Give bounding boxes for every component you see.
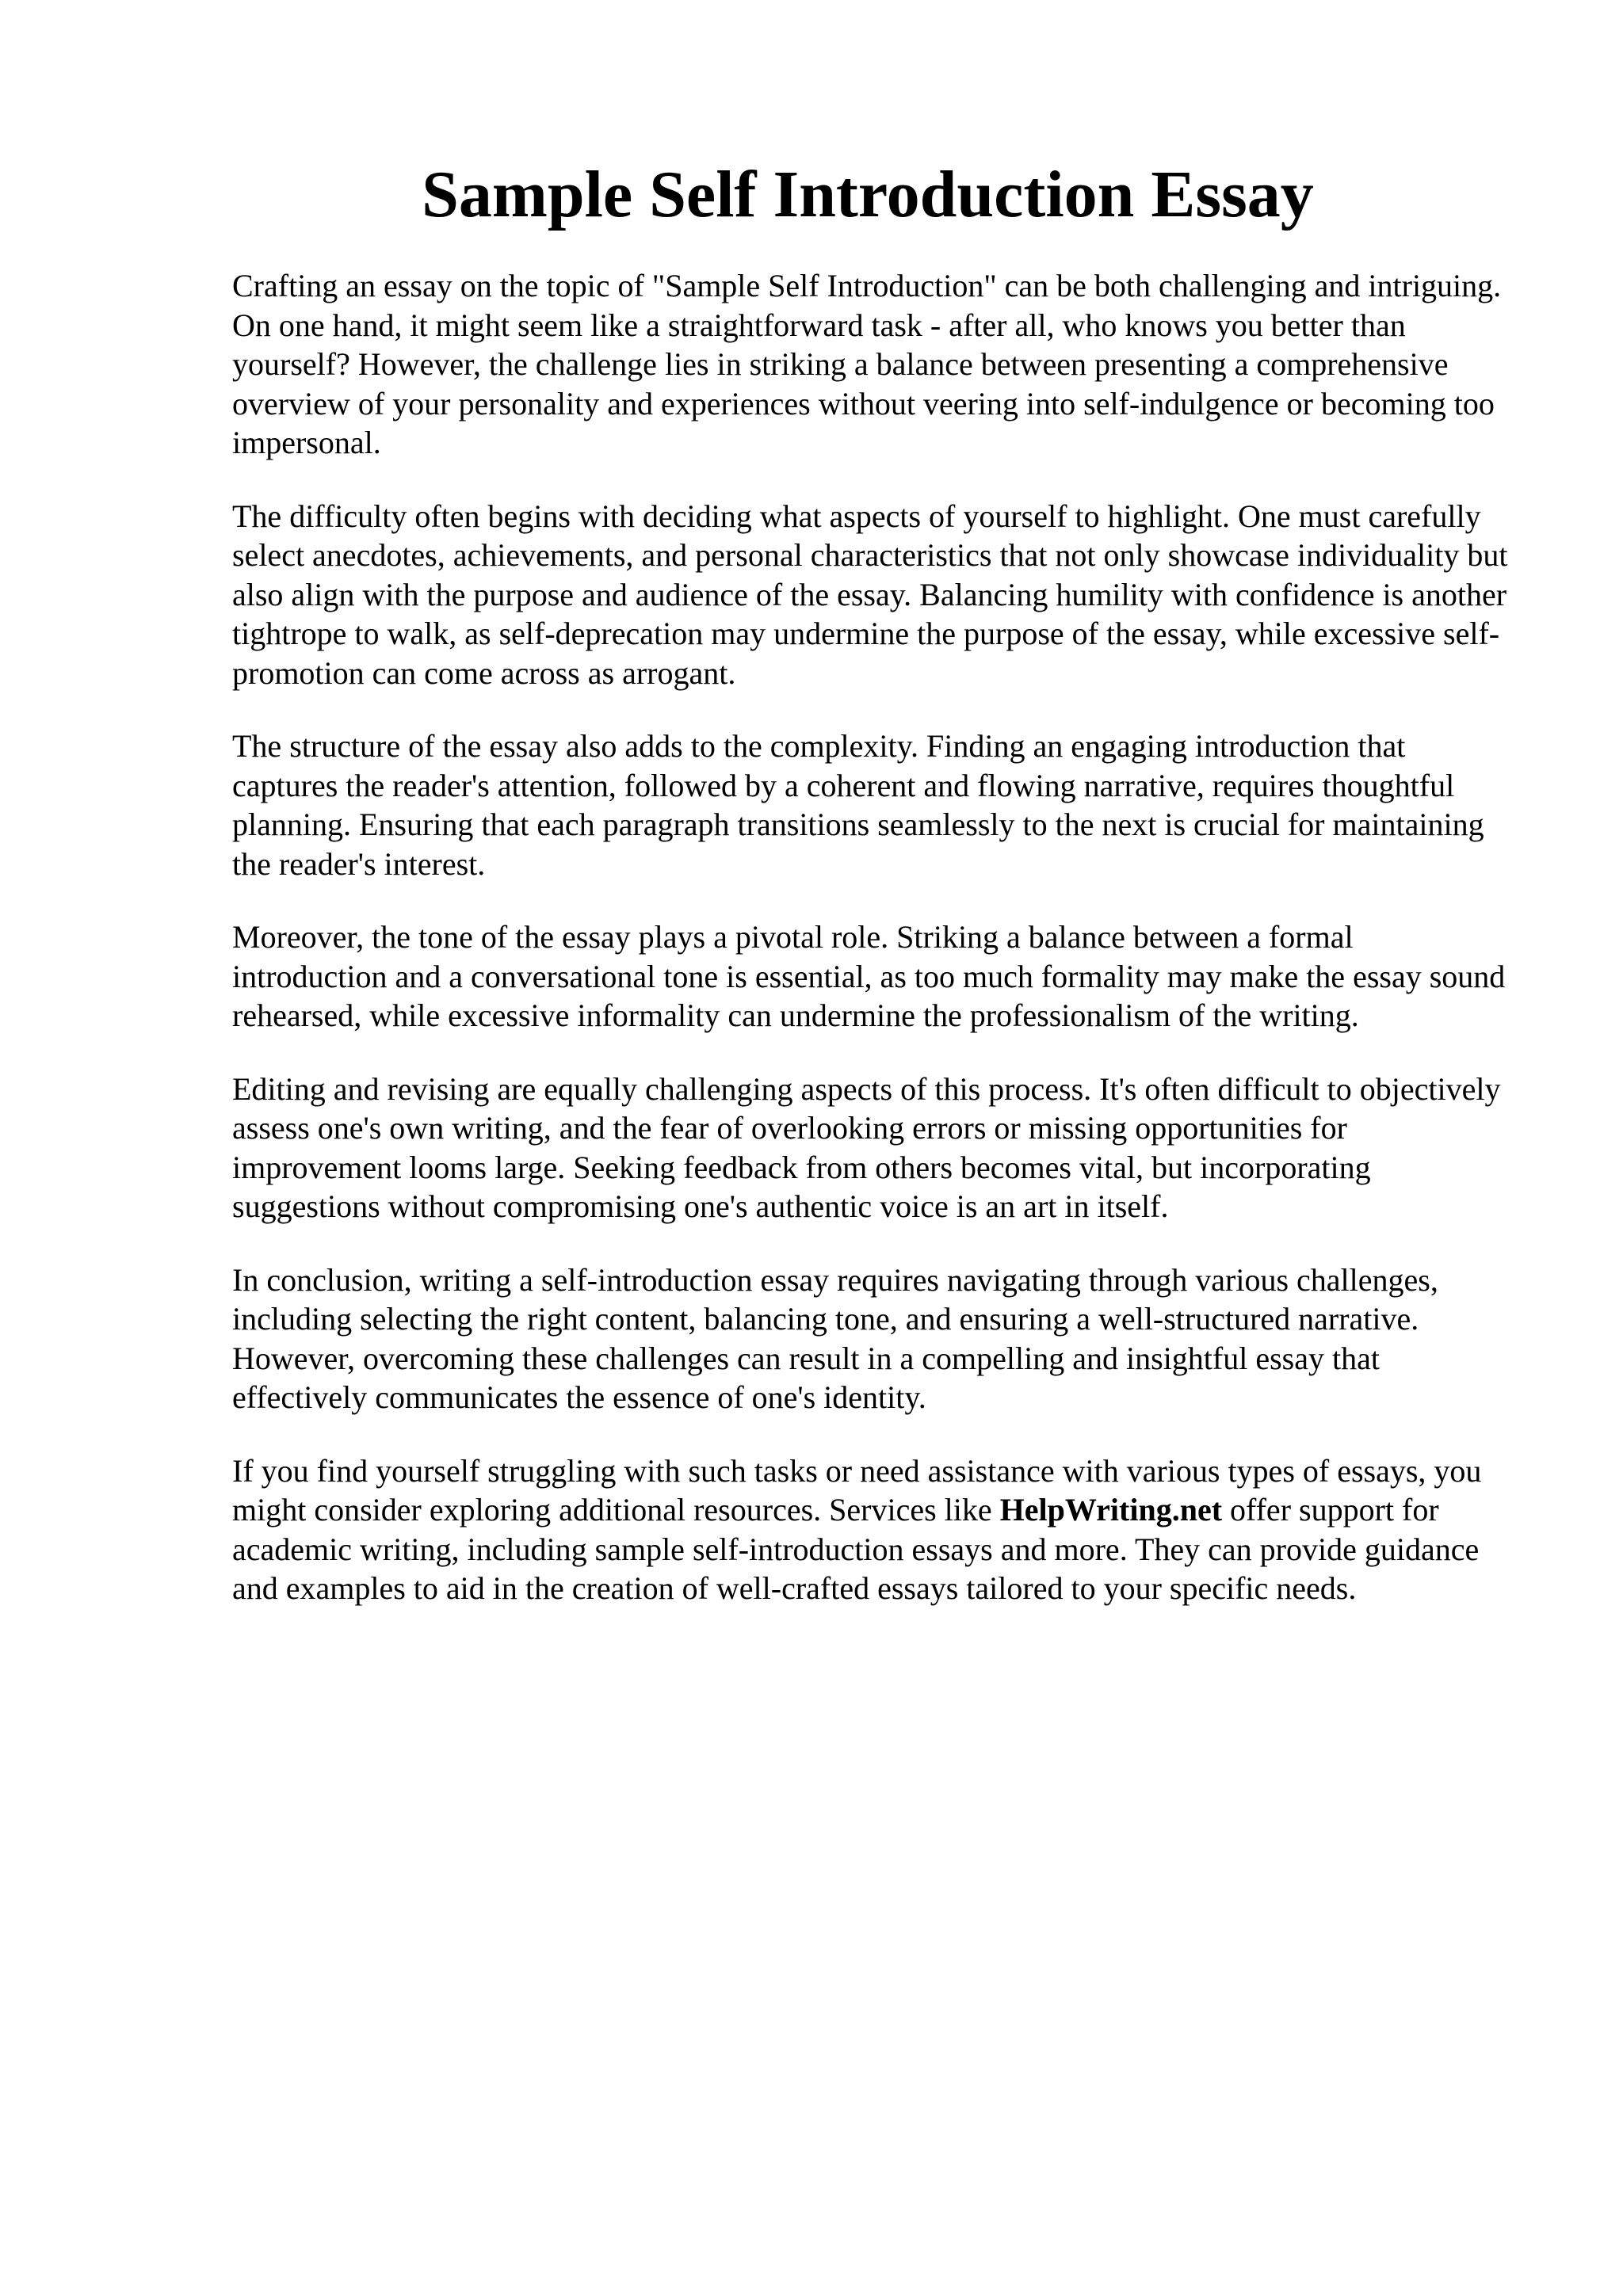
paragraph-2: The difficulty often begins with deciding what aspects of yourself to highlight. One must carefully select anecdotes, achievements, and personal characteristics that not only showcase individuality but also align with the purpose and audience of the essay. Balancing humility with confidence is another tightrope to walk, as self-deprecation may undermine the purpose of the essay, while excessive self-promotion can come across as arrogant. <box>232 498 1508 691</box>
paragraph-closing <box>232 1451 1516 1608</box>
paragraph-1: Crafting an essay on the topic of "Sample Self Introduction" can be both challenging and intriguing. On one hand, it might seem like a straightforward task - after all, who knows you better than yourself? However, the challenge lies in striking a balance between presenting a comprehensive overview of your personality and experiences without veering into self-indulgence or becoming too impersonal. <box>232 268 1502 460</box>
brand-name: HelpWriting.net <box>999 1492 1223 1527</box>
paragraph-5: Editing and revising are equally challenging aspects of this process. It's often difficult to objectively assess one's own writing, and the fear of overlooking errors or missing opportunities for improvement looms large. Seeking feedback from others becomes vital, but incorporating suggestions without compromising one's authentic voice is an art in itself. <box>232 1070 1501 1224</box>
essay-body <box>232 266 1516 1608</box>
paragraph-6: In conclusion, writing a self-introduction essay requires navigating through various challenges, including selecting the right content, balancing tone, and ensuring a well-structured narrative. However, overcoming these challenges can result in a compelling and insightful essay that effectively communicates the essence of one's identity. <box>232 1261 1438 1415</box>
page-title: Sample Self Introduction Essay <box>422 158 1314 231</box>
closing-text-after: offer support for academic writing, including sample self-introduction essays and more. They can provide guidance and examples to aid in the creation of well-crafted essays tailored to your specific needs. <box>232 1492 1480 1606</box>
closing-text-before: If you find yourself struggling with such tasks or need assistance with various types of essays, you might consider exploring additional resources. Services like <box>232 1452 1482 1527</box>
paragraph-3: The structure of the essay also adds to the complexity. Finding an engaging introduction that captures the reader's attention, followed by a coherent and flowing narrative, requires thoughtful planning. Ensuring that each paragraph transitions seamlessly to the next is crucial for maintaining the reader's interest. <box>232 728 1484 882</box>
paragraph-4: Moreover, the tone of the essay plays a pivotal role. Striking a balance between a formal introduction and a conversational tone is essential, as too much formality may make the essay sound rehearsed, while excessive informality can undermine the professionalism of the writing. <box>232 919 1506 1033</box>
